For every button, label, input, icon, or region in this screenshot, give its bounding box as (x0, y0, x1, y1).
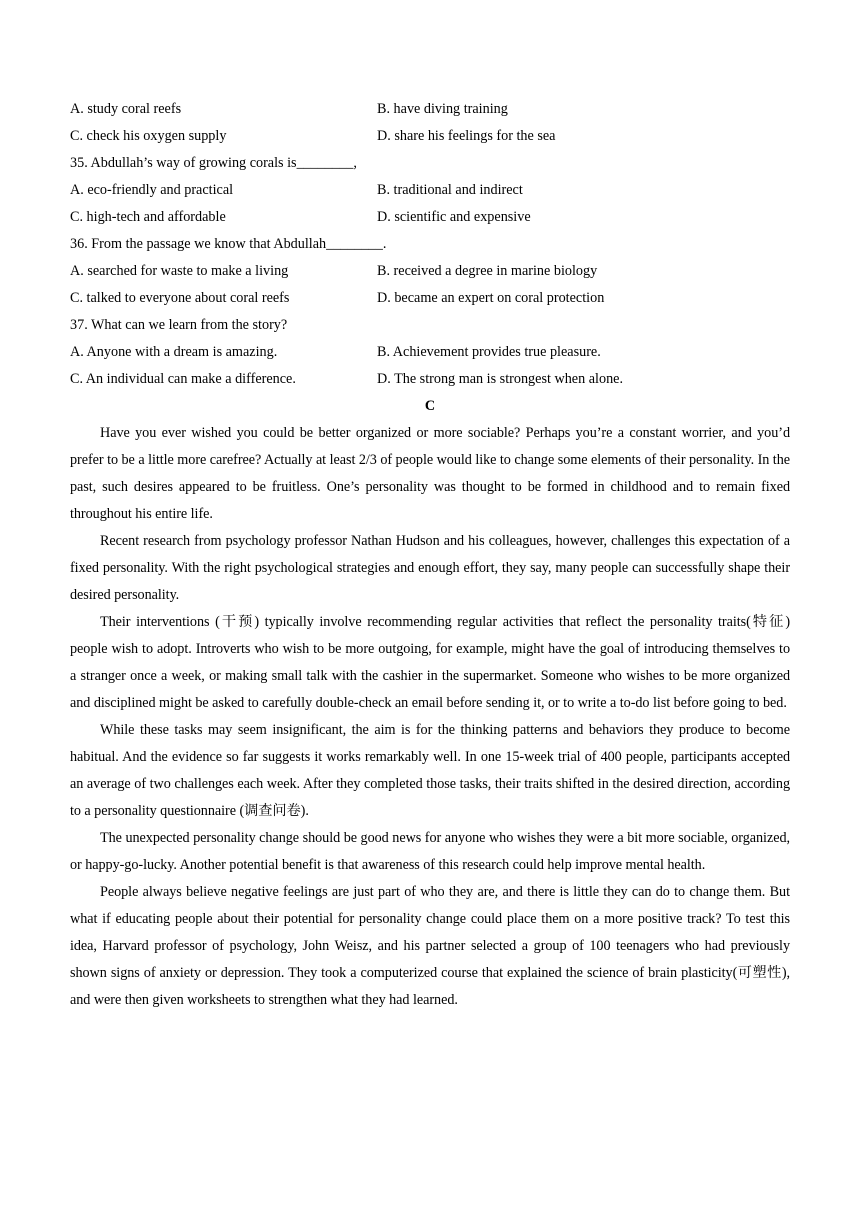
q36-options-row-2 (70, 285, 790, 312)
q34-options-row-1 (70, 96, 790, 123)
q35-option-d: D. scientific and expensive (377, 209, 531, 225)
exam-page (70, 96, 790, 1014)
q36-option-d: D. became an expert on coral protection (377, 290, 605, 306)
q36-option-b: B. received a degree in marine biology (377, 263, 598, 279)
q35-option-a: A. eco-friendly and practical (70, 182, 234, 198)
section-c-paragraph-6: People always believe negative feelings are just part of who they are, and there is little they can do to change them. But what if educating people about their potential for personality change could place them on a more positive track? To test this idea, Harvard professor of psychology, John Weisz, and his partner selected a group of 100 teenagers who had previously shown signs of anxiety or depression. They took a computerized course that explained the science of brain plasticity(可塑性), and were then given worksheets to strengthen what they had learned. (70, 884, 790, 1008)
section-c-heading: C (424, 398, 436, 414)
q34-options-row-2 (70, 123, 790, 150)
q34-option-d: D. share his feelings for the sea (377, 128, 556, 144)
q37-options-row-2 (70, 366, 790, 393)
q35-stem: 35. Abdullah’s way of growing corals is________, (70, 155, 357, 171)
q36-stem: 36. From the passage we know that Abdullah________. (70, 236, 387, 252)
q37-option-c: C. An individual can make a difference. (70, 371, 296, 387)
q37-option-b: B. Achievement provides true pleasure. (377, 344, 601, 360)
q37-option-d: D. The strong man is strongest when alone. (377, 371, 624, 387)
q37-option-a: A. Anyone with a dream is amazing. (70, 344, 278, 360)
q34-option-b: B. have diving training (377, 101, 508, 117)
q35-option-c: C. high-tech and affordable (70, 209, 226, 225)
section-c-paragraph-1: Have you ever wished you could be better organized or more sociable? Perhaps you’re a constant worrier, and you’d prefer to be a little more carefree? Actually at least 2/3 of people would like to change some elements of their personality. In the past, such desires appeared to be fruitless. One’s personality was thought to be formed in childhood and to remain fixed throughout his entire life. (70, 425, 790, 522)
q36-option-a: A. searched for waste to make a living (70, 263, 289, 279)
q35-options-row-2 (70, 204, 790, 231)
q37-stem: 37. What can we learn from the story? (70, 317, 288, 333)
q36-options-row-1 (70, 258, 790, 285)
section-c-paragraph-2: Recent research from psychology professor Nathan Hudson and his colleagues, however, challenges this expectation of a fixed personality. With the right psychological strategies and enough effort, they say, many people can successfully shape their desired personality. (70, 533, 790, 603)
q34-option-a: A. study coral reefs (70, 101, 182, 117)
q35-option-b: B. traditional and indirect (377, 182, 523, 198)
q37-options-row-1 (70, 339, 790, 366)
q35-options-row-1 (70, 177, 790, 204)
q36-option-c: C. talked to everyone about coral reefs (70, 290, 290, 306)
section-c-paragraph-4: While these tasks may seem insignificant, the aim is for the thinking patterns and behaviors they produce to become habitual. And the evidence so far suggests it works remarkably well. In one 15-week trial of 400 people, participants accepted an average of two challenges each week. After they completed those tasks, their traits shifted in the desired direction, according to a personality questionnaire (调查问卷). (70, 722, 790, 819)
section-c-paragraph-3: Their interventions (干预) typically involve recommending regular activities that reflect the personality traits(特征) people wish to adopt. Introverts who wish to be more outgoing, for example, might have the goal of introducing themselves to a stranger once a week, or making small talk with the cashier in the supermarket. Someone who wishes to be more organized and disciplined might be asked to carefully double-check an email before sending it, or to write a to-do list before going to bed. (70, 614, 790, 711)
q34-option-c: C. check his oxygen supply (70, 128, 227, 144)
section-c-paragraph-5: The unexpected personality change should be good news for anyone who wishes they were a bit more sociable, organized, or happy-go-lucky. Another potential benefit is that awareness of this research could help improve mental health. (70, 830, 790, 873)
